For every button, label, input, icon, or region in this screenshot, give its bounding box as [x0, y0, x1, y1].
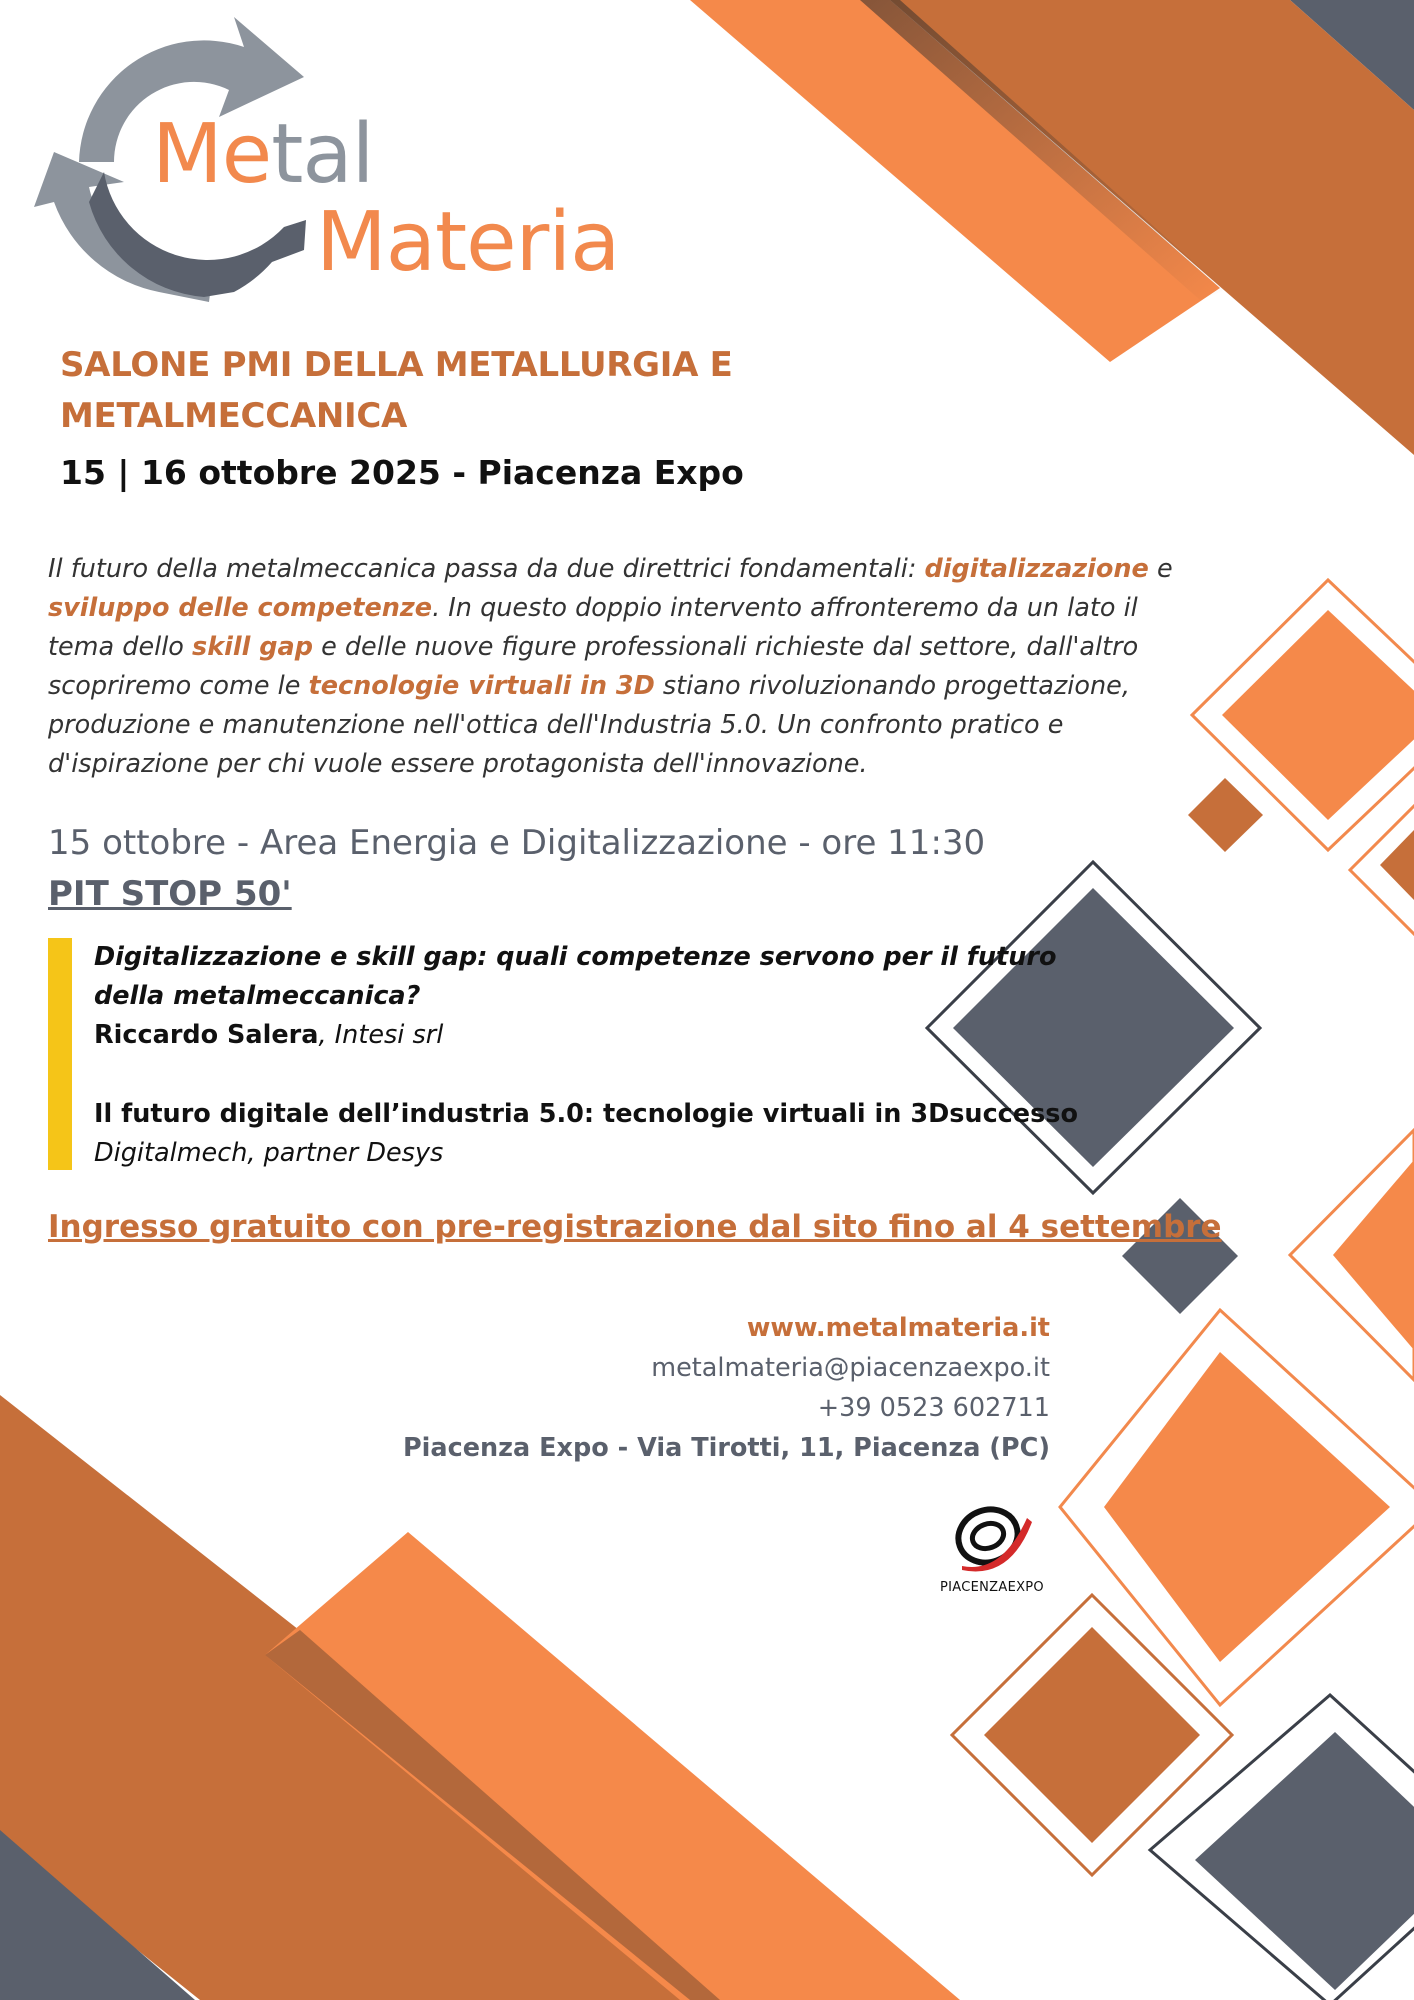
intro-text: . In questo doppio intervento affronteremo da un lato il tema dello [48, 593, 1138, 662]
metal-materia-logo [34, 12, 634, 302]
logo-text: tal [271, 107, 374, 202]
logo-word-metal [152, 107, 374, 202]
talks-block [48, 938, 1098, 1170]
intro-highlight: skill gap [192, 632, 313, 662]
intro-highlight: sviluppo delle competenze [48, 593, 433, 623]
organizer-label: PIACENZAEXPO [940, 1580, 1044, 1595]
intro-text: Il futuro della metalmeccanica passa da due direttrici fondamentali: [48, 554, 925, 584]
intro-text: stiano rivoluzionando progettazione, produzione e manutenzione nell'ottica dell'Industria 5.0. Un confronto pratico e d'ispirazione per chi vuole essere protagonista dell'innovazione. [48, 671, 1130, 779]
email-link[interactable]: metalmateria@piacenzaexpo.it [651, 1353, 1050, 1383]
talk-affiliation: , Intesi srl [318, 1020, 444, 1050]
talk-speaker-line [94, 1016, 1094, 1055]
contacts-block [350, 1308, 1050, 1468]
talk-title: Digitalizzazione e skill gap: quali competenze servono per il futuro della metalmeccanica? [94, 942, 1057, 1011]
intro-paragraph [48, 550, 1198, 784]
event-date: 15 | 16 ottobre 2025 - Piacenza Expo [60, 453, 744, 492]
diamond-dark-orange [1380, 830, 1414, 900]
diamond-small-dark-orange [1188, 778, 1263, 852]
diamond-orange [1222, 610, 1414, 820]
spiral-icon [932, 1496, 1052, 1580]
diamond-slate [1195, 1732, 1414, 1990]
logo-word-materia [316, 195, 620, 290]
event-title: SALONE PMI DELLA METALLURGIA E METALMECCANICA [60, 345, 733, 436]
talk-title: Il futuro digitale dell’industria 5.0: tecnologie virtuali in 3Dsuccesso [94, 1099, 1078, 1129]
logo-text: Mat [316, 195, 467, 290]
phone-number: +39 0523 602711 [817, 1393, 1050, 1423]
intro-highlight: digitalizzazione [924, 554, 1149, 584]
talk-speaker: Riccardo Salera [94, 1020, 319, 1050]
diamond-orange [1333, 1160, 1414, 1350]
session-info: 15 ottobre - Area Energia e Digitalizzazione - ore 11:30 [48, 823, 986, 863]
address: Piacenza Expo - Via Tirotti, 11, Piacenza (PC) [402, 1433, 1050, 1463]
accent-bar [48, 938, 72, 1170]
session-name: PIT STOP 50' [48, 874, 292, 914]
intro-highlight: tecnologie virtuali in 3D [308, 671, 655, 701]
website-link[interactable]: www.metalmateria.it [746, 1313, 1050, 1343]
diamond-dark-orange [984, 1627, 1200, 1843]
talks-list [94, 938, 1094, 1173]
piacenza-expo-logo [932, 1496, 1052, 1596]
logo-text: eria [466, 195, 620, 290]
registration-link[interactable]: Ingresso gratuito con pre-registrazione dal sito fino al 4 settembre [48, 1209, 1222, 1245]
logo-text: Me [152, 107, 272, 202]
intro-text: e delle nuove figure professionali richieste dal settore, dall'altro scopriremo come le [48, 632, 1139, 701]
intro-text: e [1148, 554, 1173, 584]
talk-affiliation: Digitalmech, partner Desys [94, 1138, 444, 1168]
